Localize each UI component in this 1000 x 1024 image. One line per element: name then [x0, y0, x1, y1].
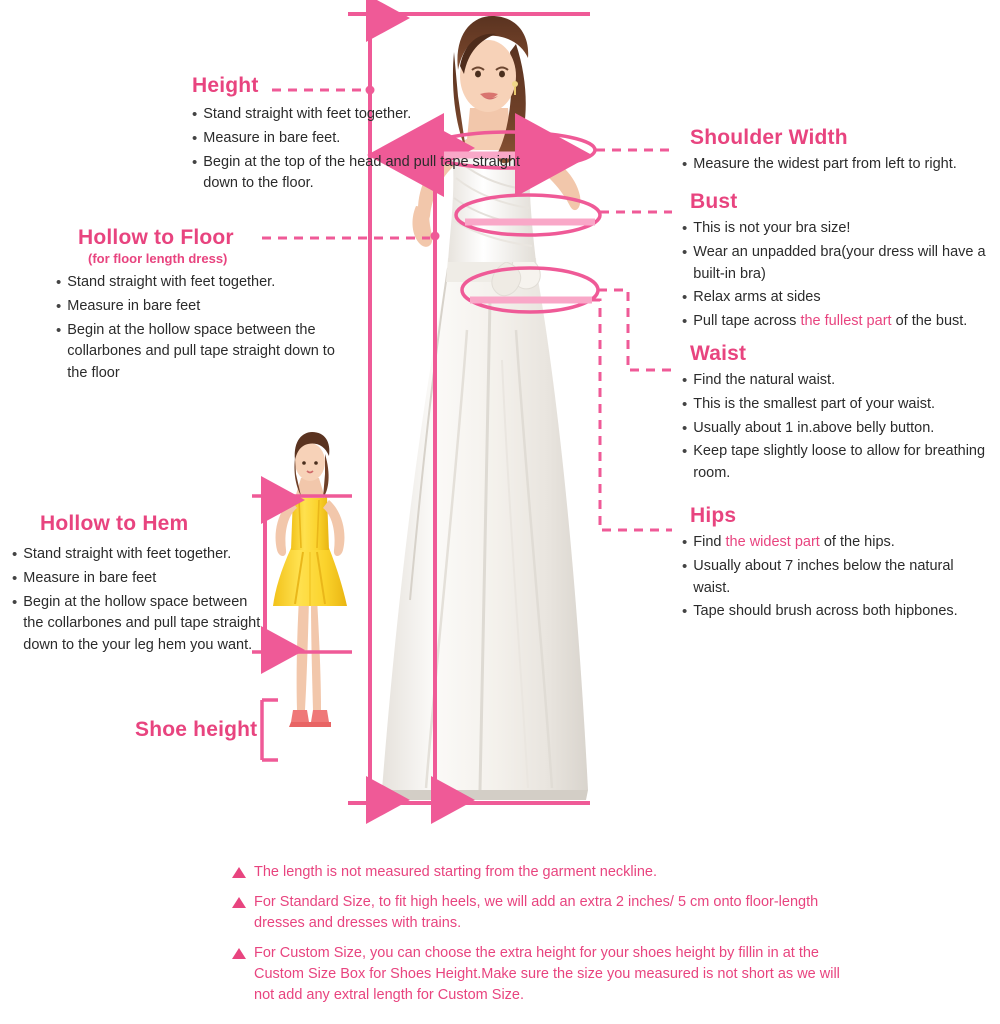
bullet-dot: • [56, 297, 62, 315]
section-waist [682, 342, 990, 487]
hollow-to-hem-bullet-1: Stand straight with feet together. [23, 546, 232, 562]
waist-bullet-3: Usually about 1 in.above belly button. [693, 419, 935, 436]
bullet-dot: • [682, 419, 688, 437]
note-3 [232, 943, 862, 1006]
note-1-text: The length is not measured starting from the garment neckline. [254, 864, 657, 880]
note-1 [232, 862, 862, 883]
bullet-dot: • [192, 106, 198, 123]
section-shoulder-width [682, 126, 995, 178]
bust-bullets [682, 218, 995, 333]
warning-triangle-icon [232, 867, 246, 878]
hips-bullet-1: Find the widest part of the hips. [693, 534, 895, 550]
shoulder-width-bullet-1: Measure the widest part from left to right. [693, 156, 957, 172]
shoe-height-heading: Shoe height [135, 718, 258, 741]
bullet-dot: • [682, 220, 688, 237]
hollow-to-floor-bullet-1: Stand straight with feet together. [67, 274, 276, 290]
hollow-to-floor-bullet-3: Begin at the hollow space between the collarbones and pull tape straight down to the floor [67, 321, 335, 381]
bullet-dot: • [56, 274, 62, 291]
bullet-dot: • [682, 443, 688, 461]
hollow-to-floor-heading: Hollow to Floor [78, 226, 234, 249]
footer-notes [232, 862, 862, 1015]
bust-bullet-3: Relax arms at sides [693, 289, 821, 306]
hollow-to-hem-bullets [12, 544, 262, 657]
bust-highlight: the fullest part [800, 313, 892, 329]
height-bullet-3: Begin at the top of the head and pull tape straight down to the floor. [203, 153, 521, 192]
waist-bullets [682, 370, 990, 485]
waist-bullet-4: Keep tape slightly loose to allow for breathing room. [693, 443, 986, 481]
bust-heading: Bust [690, 190, 738, 213]
height-bullet-1: Stand straight with feet together. [203, 106, 412, 122]
hollow-to-floor-bullets [56, 272, 340, 385]
bullet-dot: • [682, 289, 688, 307]
bullet-dot: • [12, 546, 18, 563]
hips-heading: Hips [690, 504, 737, 527]
bullet-dot: • [682, 313, 688, 330]
bullet-dot: • [682, 534, 688, 551]
hollow-to-floor-bullet-2: Measure in bare feet [67, 297, 201, 314]
hollow-to-hem-bullet-3: Begin at the hollow space between the collarbones and pull tape straight down to the your leg hem you want. [23, 593, 261, 653]
bullet-dot: • [12, 593, 18, 611]
hollow-to-floor-subheading: (for floor length dress) [88, 251, 228, 266]
hips-highlight: the widest part [725, 534, 820, 550]
bullet-dot: • [682, 557, 688, 575]
height-bullets [192, 104, 522, 195]
shoulder-width-heading: Shoulder Width [690, 126, 848, 149]
note-3-text: For Custom Size, you can choose the extra height for your shoes height by fillin in at the Custom Size Box for Shoes Height.Make sure the size you measured is not short as we will not add any extral length for Custom Size. [254, 945, 840, 1004]
bust-bullet-2: Wear an unpadded bra(your dress will have a built-in bra) [693, 243, 986, 282]
bullet-dot: • [682, 603, 688, 621]
waist-heading: Waist [690, 342, 747, 365]
bullet-dot: • [682, 395, 688, 413]
section-hips [682, 504, 990, 625]
bullet-dot: • [682, 156, 688, 173]
hollow-to-hem-heading: Hollow to Hem [40, 512, 189, 535]
bullet-dot: • [682, 243, 688, 261]
bullet-dot: • [12, 569, 18, 587]
section-hollow-to-floor [50, 226, 340, 387]
height-heading: Height [192, 74, 259, 97]
hollow-to-hem-bullet-2: Measure in bare feet [23, 569, 157, 586]
warning-triangle-icon [232, 948, 246, 959]
waist-bullet-2: This is the smallest part of your waist. [693, 395, 936, 412]
note-2-text: For Standard Size, to fit high heels, we will add an extra 2 inches/ 5 cm onto floor-length dresses and dresses with trains. [254, 894, 819, 932]
warning-triangle-icon [232, 897, 246, 908]
bust-bullet-4: Pull tape across the fullest part of the bust. [693, 313, 968, 329]
bust-bullet-1: This is not your bra size! [693, 220, 851, 236]
hips-bullet-2: Usually about 7 inches below the natural waist. [693, 557, 954, 596]
hips-bullets [682, 532, 990, 623]
section-shoe-height [135, 718, 257, 742]
height-bullet-2: Measure in bare feet. [203, 129, 341, 146]
bullet-dot: • [682, 372, 688, 389]
bullet-dot: • [192, 153, 198, 171]
hips-bullet-3: Tape should brush across both hipbones. [693, 603, 958, 620]
waist-bullet-1: Find the natural waist. [693, 372, 836, 388]
bullet-dot: • [56, 321, 62, 339]
section-height [192, 74, 522, 197]
section-bust [682, 190, 995, 335]
shoulder-width-bullets [682, 154, 995, 176]
bullet-dot: • [192, 129, 198, 147]
section-hollow-to-hem [12, 512, 262, 659]
note-2 [232, 892, 862, 934]
